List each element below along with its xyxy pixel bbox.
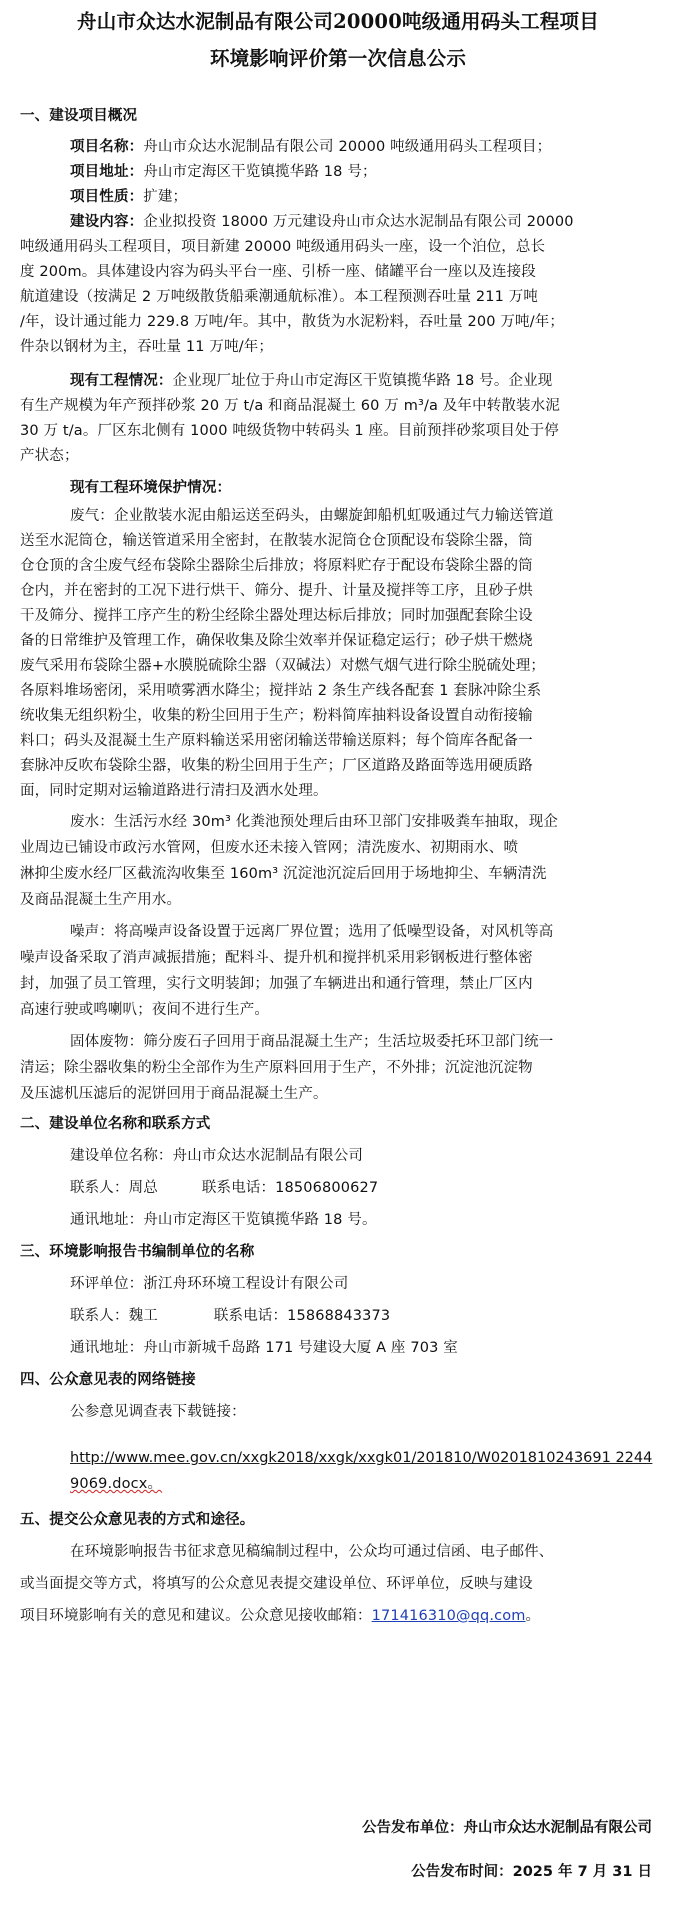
builder-contact-row	[70, 1178, 676, 1198]
construction-content-text: 企业拟投资 18000 万元建设舟山市众达水泥制品有限公司 20000	[143, 214, 574, 230]
submission-email-link[interactable]: 171416310@qq.com	[371, 1608, 526, 1624]
questionnaire-link-intro: 公参意见调查表下载链接：	[70, 1404, 246, 1420]
submission-method-line: 在环境影响报告书征求意见稿编制过程中，公众均可通过信函、电子邮件、	[70, 1544, 554, 1560]
publish-date: 公告发布时间：2025 年 7 月 31 日	[411, 1864, 652, 1880]
section-5-heading: 五、提交公众意见表的方式和途径。	[20, 1512, 255, 1528]
builder-unit: 建设单位名称：舟山市众达水泥制品有限公司	[70, 1148, 363, 1164]
waste-gas-line: 备的日常维护及管理工作，确保收集及除尘效率并保证稳定运行；砂子烘干燃烧	[20, 633, 533, 649]
current-project-line: 产状态；	[20, 448, 79, 464]
publisher-unit: 公告发布单位：舟山市众达水泥制品有限公司	[362, 1820, 652, 1836]
waste-gas-line: 废气采用布袋除尘器+水膜脱硫除尘器（双碱法）对燃气烟气进行除尘脱硫处理；	[20, 658, 546, 674]
project-address-label: 项目地址：	[70, 164, 144, 180]
builder-contact-person: 联系人：周总	[70, 1180, 158, 1196]
construction-content-line: 吨级通用码头工程项目，项目新建 20000 吨级通用码头一座，设一个泊位，总长	[20, 239, 546, 255]
construction-content-line: 件杂以钢材为主，吞吐量 11 万吨/年；	[20, 339, 274, 355]
eia-address: 通讯地址：舟山市新城千岛路 171 号建设大厦 A 座 703 室	[70, 1340, 458, 1356]
waste-water-line: 业周边已铺设市政污水管网，但废水还未接入管网；清洗废水、初期雨水、喷	[20, 840, 519, 856]
noise-line: 噪声：将高噪声设备设置于远离厂界位置；选用了低噪型设备，对风机等高	[70, 924, 554, 940]
construction-content-line: /年，设计通过能力 229.8 万吨/年。其中，散货为水泥粉料，吞吐量 200 万吨/年；	[20, 314, 565, 330]
project-nature-value: 扩建；	[143, 189, 188, 205]
builder-address: 通讯地址：舟山市定海区干览镇揽华路 18 号。	[70, 1212, 377, 1228]
noise-line: 高速行驶或鸣喇叭；夜间不进行生产。	[20, 1002, 270, 1018]
document-title-line-2: 环境影响评价第一次信息公示	[209, 47, 467, 70]
current-project-label: 现有工程情况：	[70, 373, 173, 389]
current-project-first-line	[70, 371, 656, 391]
waste-gas-line: 仓内，并在密封的工况下进行烘干、筛分、提升、计量及搅拌等工序，且砂子烘	[20, 583, 533, 599]
project-address	[70, 162, 676, 182]
waste-water-line: 废水：生活污水经 30m³ 化粪池预处理后由环卫部门安排吸粪车抽取，现企	[70, 814, 559, 830]
waste-gas-line: 干及筛分、搅拌工序产生的粉尘经除尘器处理达标后排放；同时加强配套除尘设	[20, 608, 533, 624]
project-name	[70, 137, 676, 157]
waste-gas-line: 仓仓顶的含尘废气经布袋除尘器除尘后排放；将原料贮存于配设布袋除尘器的筒	[20, 558, 533, 574]
questionnaire-url-line-2[interactable]: 9069.docx。	[70, 1476, 163, 1492]
section-2-heading: 二、建设单位名称和联系方式	[20, 1116, 211, 1132]
submission-email-row	[20, 1606, 656, 1626]
questionnaire-url-line-2-row[interactable]	[70, 1474, 676, 1494]
current-project-line: 30 万 t/a。厂区东北侧有 1000 吨级货物中转码头 1 座。目前预拌砂浆项目处于停	[20, 423, 559, 439]
waste-gas-line: 料口；码头及混凝土生产原料输送采用密闭输送带输送原料；每个筒库各配备一	[20, 733, 533, 749]
current-project-text: 企业现厂址位于舟山市定海区干览镇揽华路 18 号。企业现	[172, 373, 553, 389]
questionnaire-download-link[interactable]	[70, 1448, 656, 1468]
current-project-line: 有生产规模为年产预拌砂浆 20 万 t/a 和商品混凝土 60 万 m³/a 及年中转散装水泥	[20, 398, 560, 414]
project-name-value: 舟山市众达水泥制品有限公司 20000 吨级通用码头工程项目；	[143, 139, 552, 155]
project-nature-label: 项目性质：	[70, 189, 144, 205]
submission-email-suffix: 。	[525, 1608, 541, 1624]
waste-gas-line: 各原料堆场密闭，采用喷雾洒水降尘；搅拌站 2 条生产线各配套 1 套脉冲除尘系	[20, 683, 542, 699]
solid-waste-line: 固体废物：筛分废石子回用于商品混凝土生产；生活垃圾委托环卫部门统一	[70, 1034, 554, 1050]
eia-unit: 环评单位：浙江舟环环境工程设计有限公司	[70, 1276, 349, 1292]
construction-content-line: 度 200m。具体建设内容为码头平台一座、引桥一座、储罐平台一座以及连接段	[20, 264, 536, 280]
waste-water-line: 及商品混凝土生产用水。	[20, 892, 182, 908]
project-name-label: 项目名称：	[70, 139, 144, 155]
submission-method-line: 或当面提交等方式，将填写的公众意见表提交建设单位、环评单位，反映与建设	[20, 1576, 533, 1592]
waste-water-line: 淋抑尘废水经厂区截流沟收集至 160m³ 沉淀池沉淀后回用于场地抑尘、车辆清洗	[20, 866, 547, 882]
waste-gas-line: 送至水泥筒仓，输送管道采用全密封，在散装水泥筒仓仓顶配设布袋除尘器，筒	[20, 533, 533, 549]
document-title-line-1: 舟山市众达水泥制品有限公司20000吨级通用码头工程项目	[77, 10, 599, 33]
waste-gas-line: 废气：企业散装水泥由船运送至码头，由螺旋卸船机虹吸通过气力输送管道	[70, 508, 554, 524]
waste-gas-line: 统收集无组织粉尘，收集的粉尘回用于生产；粉料简库抽料设备设置自动衔接输	[20, 708, 533, 724]
eia-contact-person: 联系人：魏工	[70, 1308, 158, 1324]
construction-content-first-line	[70, 212, 656, 232]
solid-waste-line: 及压滤机压滤后的泥饼回用于商品混凝土生产。	[20, 1086, 328, 1102]
section-4-heading: 四、公众意见表的网络链接	[20, 1372, 196, 1388]
eia-phone: 联系电话：15868843373	[213, 1308, 391, 1324]
submission-email-label: 项目环境影响有关的意见和建议。公众意见接收邮箱：	[20, 1608, 372, 1624]
questionnaire-url-line-1[interactable]: http://www.mee.gov.cn/xxgk2018/xxgk/xxgk01/201810/W0201810243691 2244	[70, 1450, 653, 1466]
waste-gas-line: 面，同时定期对运输道路进行清扫及洒水处理。	[20, 783, 328, 799]
construction-content-label: 建设内容：	[70, 214, 144, 230]
eia-contact-row	[70, 1306, 676, 1326]
section-3-heading: 三、环境影响报告书编制单位的名称	[20, 1244, 255, 1260]
environmental-protection-heading: 现有工程环境保护情况：	[70, 480, 232, 496]
project-address-value: 舟山市定海区干览镇揽华路 18 号；	[143, 164, 377, 180]
construction-content-line: 航道建设（按满足 2 万吨级散货船乘潮通航标准）。本工程预测吞吐量 211 万吨	[20, 289, 539, 305]
section-1-heading: 一、建设项目概况	[20, 108, 138, 124]
waste-gas-line: 套脉冲反吹布袋除尘器，收集的粉尘回用于生产；厂区道路及路面等选用硬质路	[20, 758, 533, 774]
noise-line: 封，加强了员工管理，实行文明装卸；加强了车辆进出和通行管理，禁止厂区内	[20, 976, 533, 992]
solid-waste-line: 清运；除尘器收集的粉尘全部作为生产原料回用于生产，不外排；沉淀池沉淀物	[20, 1060, 533, 1076]
noise-line: 噪声设备采取了消声减振措施；配料斗、提升机和搅拌机采用彩钢板进行整体密	[20, 950, 533, 966]
project-nature	[70, 187, 676, 207]
builder-phone: 联系电话：18506800627	[201, 1180, 379, 1196]
